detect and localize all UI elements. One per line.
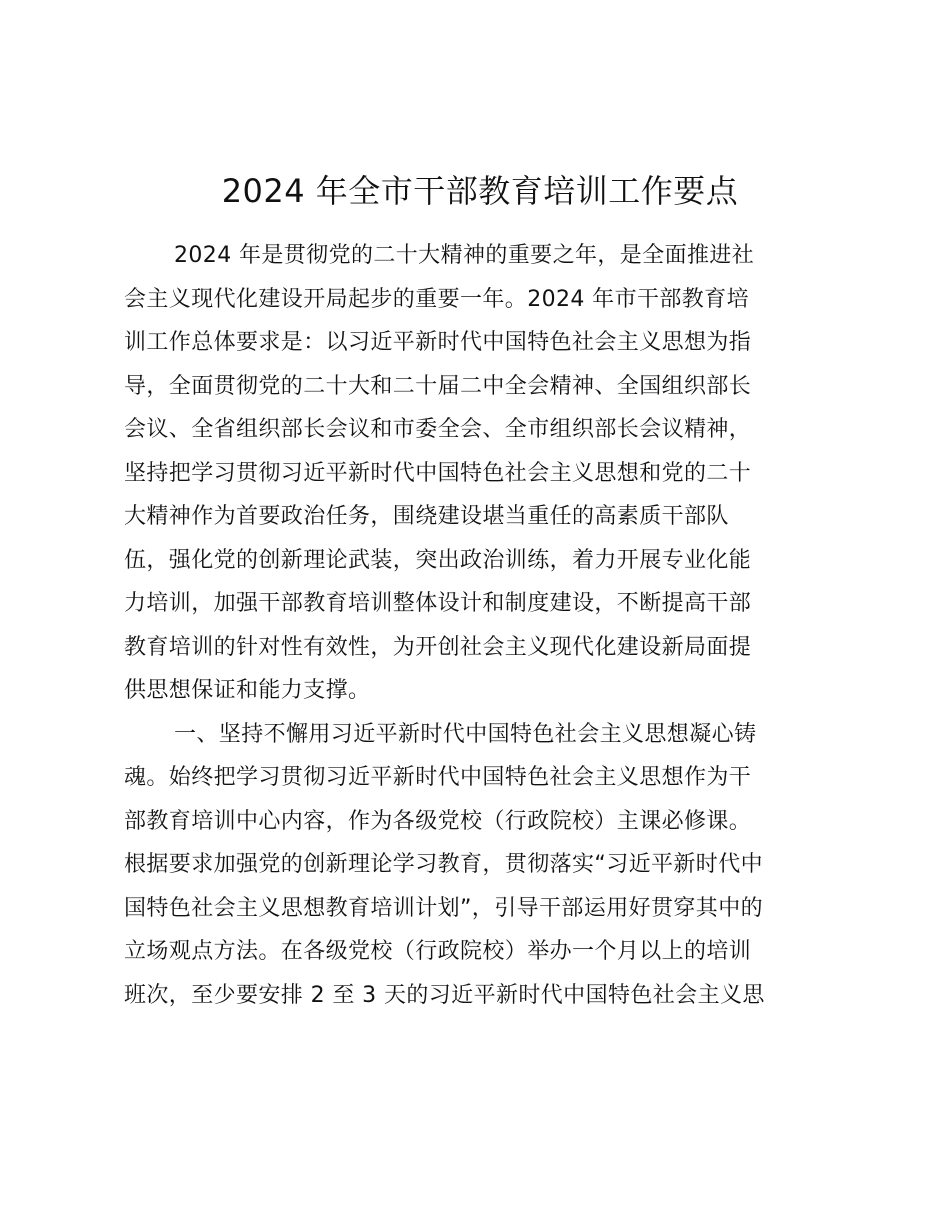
paragraph-2-line-4: 根据要求加强党的创新理论学习教育，贯彻落实“习近平新时代中 — [124, 852, 763, 877]
paragraph-1-line-10: 教育培训的针对性有效性，为开创社会主义现代化建设新局面提 — [124, 634, 752, 660]
paragraph-1-line-3: 训工作总体要求是：以习近平新时代中国特色社会主义思想为指 — [124, 330, 752, 355]
paragraph-2-line-5: 国特色社会主义思想教育培训计划”，引导干部运用好贯穿其中的 — [124, 895, 763, 921]
paragraph-2-line-6: 立场观点方法。在各级党校（行政院校）举办一个月以上的培训 — [124, 939, 752, 964]
paragraph-1-line-9: 力培训，加强干部教育培训整体设计和制度建设，不断提高干部 — [124, 591, 752, 616]
paragraph-1-line-2: 会主义现代化建设开局起步的重要一年。2024 年市干部教育培 — [124, 286, 749, 312]
paragraph-2-line-2: 魂。始终把学习贯彻习近平新时代中国特色社会主义思想作为干 — [124, 765, 752, 790]
paragraph-1-line-1: 2024 年是贯彻党的二十大精神的重要之年，是全面推进社 — [174, 243, 755, 268]
paragraph-1-line-7: 大精神作为首要政治任务，围绕建设堪当重任的高素质干部队 — [124, 504, 729, 529]
paragraph-2-line-1: 一、坚持不懈用习近平新时代中国特色社会主义思想凝心铸 — [174, 721, 757, 747]
paragraph-1-line-4: 导，全面贯彻党的二十大和二十届二中全会精神、全国组织部长 — [124, 373, 752, 399]
paragraph-2-line-3: 部教育培训中心内容，作为各级党校（行政院校）主课必修课。 — [124, 808, 752, 834]
paragraph-1-line-11: 供思想保证和能力支撑。 — [124, 678, 371, 703]
paragraph-1-line-6: 坚持把学习贯彻习近平新时代中国特色社会主义思想和党的二十 — [124, 460, 752, 486]
paragraph-1-line-8: 伍，强化党的创新理论武装，突出政治训练，着力开展专业化能 — [124, 547, 752, 573]
document-title: 2024 年全市干部教育培训工作要点 — [221, 172, 739, 210]
paragraph-1-line-5: 会议、全省组织部长会议和市委全会、全市组织部长会议精神， — [124, 417, 752, 442]
document-body — [124, 234, 844, 1017]
paragraph-2-line-7: 班次，至少要安排 2 至 3 天的习近平新时代中国特色社会主义思 — [124, 982, 765, 1008]
